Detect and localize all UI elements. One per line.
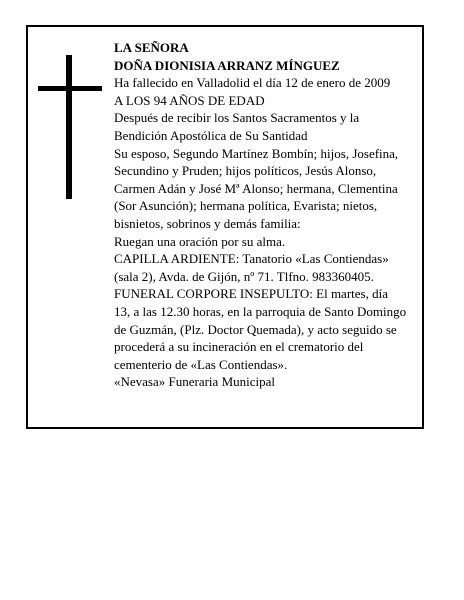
notice-line: CAPILLA ARDIENTE: Tanatorio «Las Contiendas» xyxy=(114,251,389,267)
notice-line: Ha fallecido en Valladolid el día 12 de enero de 2009 xyxy=(114,75,391,91)
notice-line: procederá a su incineración en el crematorio del xyxy=(114,339,364,355)
notice-line: A LOS 94 AÑOS DE EDAD xyxy=(114,92,265,108)
notice-line: «Nevasa» Funeraria Municipal xyxy=(114,374,276,390)
notice-line: (sala 2), Avda. de Gijón, nº 71. Tlfno. 983360405. xyxy=(114,268,374,284)
deceased-name: DOÑA DIONISIA ARRANZ MÍNGUEZ xyxy=(114,57,340,73)
obituary-notice xyxy=(26,25,424,429)
notice-line: FUNERAL CORPORE INSEPULTO: El martes, día xyxy=(114,286,388,302)
notice-line: cementerio de «Las Contiendas». xyxy=(114,356,288,372)
notice-line: Su esposo, Segundo Martínez Bombín; hijos, Josefina, xyxy=(114,145,399,161)
cross-horizontal-bar xyxy=(38,86,102,91)
notice-line: Carmen Adán y José Mª Alonso; hermana, Clementina xyxy=(114,180,398,196)
notice-line: Bendición Apostólica de Su Santidad xyxy=(114,127,308,143)
notice-line: de Guzmán, (Plz. Doctor Quemada), y acto seguido se xyxy=(114,321,397,337)
notice-line: (Sor Asunción); hermana política, Evarista; nietos, xyxy=(114,198,378,214)
cross-icon xyxy=(38,55,102,199)
notice-line: Secundino y Pruden; hijos políticos, Jesús Alonso, xyxy=(114,163,377,179)
notice-line: 13, a las 12.30 horas, en la parroquia de Santo Domingo xyxy=(114,303,407,319)
cross-vertical-bar xyxy=(66,55,72,199)
notice-line: Ruegan una oración por su alma. xyxy=(114,233,286,249)
notice-title: LA SEÑORA xyxy=(114,40,189,55)
notice-text xyxy=(114,39,424,391)
notice-line: Después de recibir los Santos Sacramentos y la xyxy=(114,110,360,126)
notice-line: bisnietos, sobrinos y demás familia: xyxy=(114,215,301,231)
